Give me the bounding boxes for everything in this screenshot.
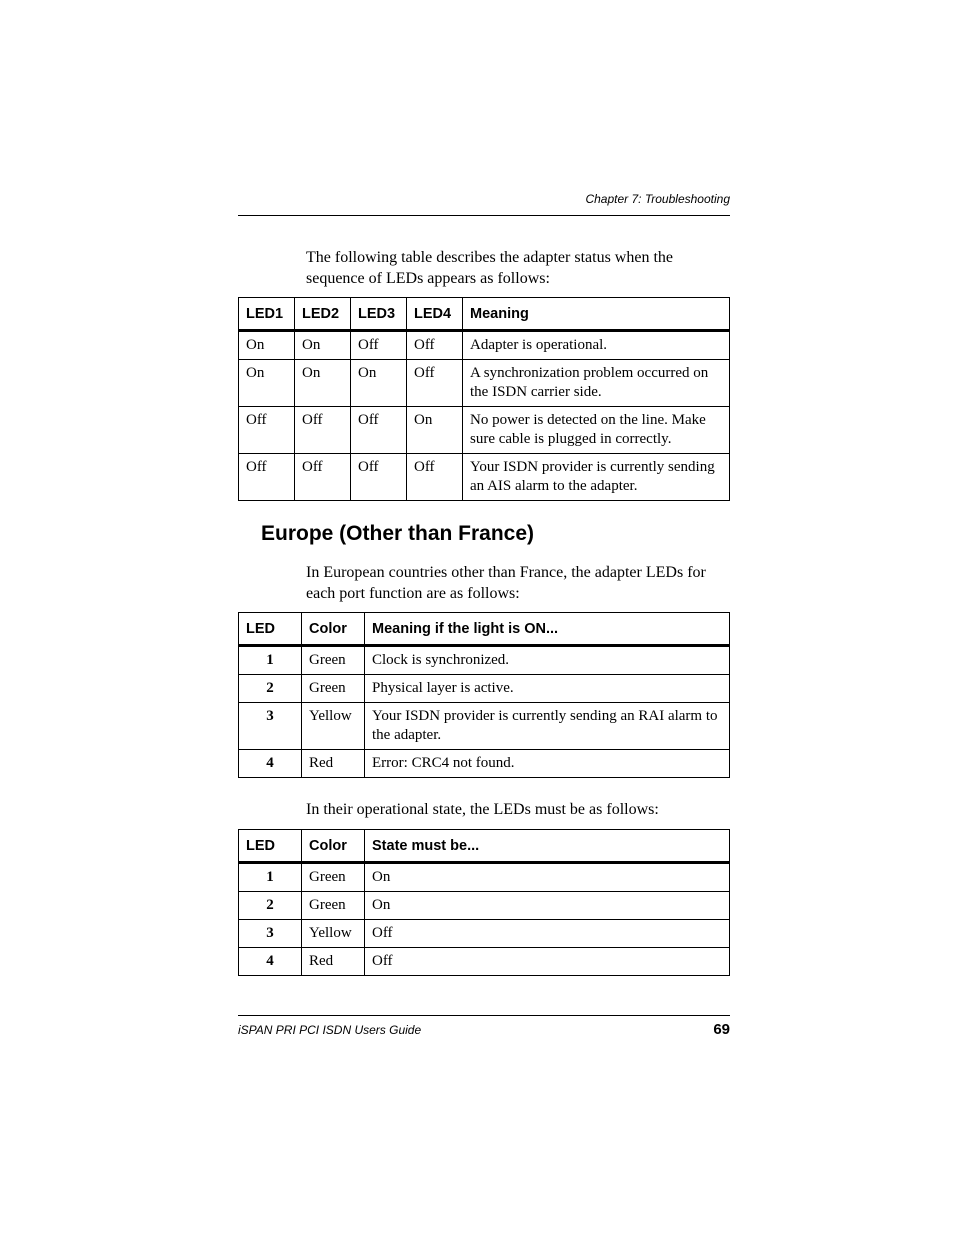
table-cell: Green [302,863,365,892]
column-header-led4: LED4 [407,298,463,331]
table-cell: Adapter is operational. [463,331,730,360]
table-cell: Off [407,454,463,501]
table-row [239,863,730,892]
table-cell: On [295,360,351,407]
page-number: 69 [713,1021,730,1038]
table-cell: Off [365,948,730,976]
table-cell: Off [351,407,407,454]
section-heading: Europe (Other than France) [261,522,535,545]
table-cell: Off [351,331,407,360]
table-cell: Error: CRC4 not found. [365,750,730,778]
table-cell: Your ISDN provider is currently sending an AIS alarm to the adapter. [463,454,730,501]
table-header-row [239,613,730,646]
table-cell: On [365,863,730,892]
chapter-header: Chapter 7: Troubleshooting [585,192,730,206]
table-row [239,360,730,407]
table-cell: 2 [239,675,302,703]
table-cell: Physical layer is active. [365,675,730,703]
column-header-led1: LED1 [239,298,295,331]
table-cell: Off [239,454,295,501]
operational-state-table [238,829,730,976]
column-header-led2: LED2 [295,298,351,331]
table-cell: Off [295,454,351,501]
table-cell: 4 [239,750,302,778]
table-row [239,948,730,976]
operational-intro-paragraph: In their operational state, the LEDs must be as follows: [306,801,659,818]
table-cell: 3 [239,920,302,948]
table-cell: Off [295,407,351,454]
footer-rule [238,1015,730,1016]
table-cell: Yellow [302,703,365,750]
intro-paragraph: The following table describes the adapter status when the sequence of LEDs appears as follows: [306,249,673,287]
table-cell: Yellow [302,920,365,948]
table-cell: Red [302,948,365,976]
table-cell: 3 [239,703,302,750]
table-cell: On [351,360,407,407]
table-cell: A synchronization problem occurred on the ISDN carrier side. [463,360,730,407]
led-status-table [238,297,730,501]
column-header-led3: LED3 [351,298,407,331]
table-cell: Clock is synchronized. [365,646,730,675]
table-row [239,454,730,501]
table-cell: Green [302,646,365,675]
table-row [239,703,730,750]
column-header-state: State must be... [365,830,730,863]
table-cell: Off [351,454,407,501]
table-cell: 4 [239,948,302,976]
table-row [239,331,730,360]
table-header-row [239,830,730,863]
header-rule [238,215,730,216]
table-cell: Off [365,920,730,948]
europe-led-table [238,612,730,778]
table-row [239,892,730,920]
table-cell: 1 [239,646,302,675]
table-cell: On [239,331,295,360]
column-header-led: LED [239,830,302,863]
table-cell: No power is detected on the line. Make sure cable is plugged in correctly. [463,407,730,454]
footer-document-title: iSPAN PRI PCI ISDN Users Guide [238,1023,422,1037]
table-row [239,646,730,675]
table-cell: Off [407,331,463,360]
table-cell: On [407,407,463,454]
table-cell: Green [302,675,365,703]
table-cell: Off [407,360,463,407]
table-cell: Your ISDN provider is currently sending an RAI alarm to the adapter. [365,703,730,750]
table-cell: On [365,892,730,920]
europe-intro-paragraph: In European countries other than France, the adapter LEDs for each port function are as follows: [306,564,706,602]
table-cell: 1 [239,863,302,892]
column-header-meaning: Meaning if the light is ON... [365,613,730,646]
table-cell: Green [302,892,365,920]
table-cell: 2 [239,892,302,920]
table-cell: Off [239,407,295,454]
column-header-meaning: Meaning [463,298,730,331]
table-row [239,750,730,778]
table-cell: On [239,360,295,407]
table-row [239,920,730,948]
table-row [239,407,730,454]
table-cell: On [295,331,351,360]
table-cell: Red [302,750,365,778]
column-header-led: LED [239,613,302,646]
table-row [239,675,730,703]
column-header-color: Color [302,830,365,863]
column-header-color: Color [302,613,365,646]
table-header-row [239,298,730,331]
